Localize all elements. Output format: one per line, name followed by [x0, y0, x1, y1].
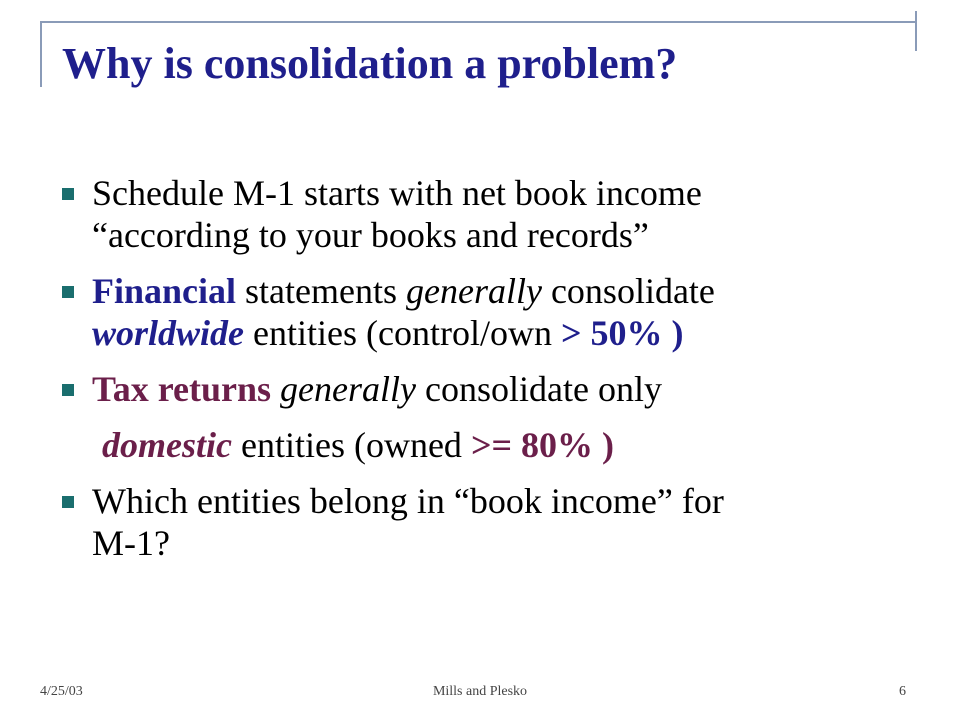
- square-bullet-icon: [62, 384, 74, 396]
- square-bullet-icon: [62, 188, 74, 200]
- bullet-text: entities (control/own: [244, 313, 561, 353]
- bullet-text: entities (owned: [231, 425, 471, 465]
- bullet-text-line: Schedule M-1 starts with net book income: [92, 173, 702, 213]
- domestic-term: domestic: [102, 425, 232, 465]
- emphasis-text: generally: [406, 271, 542, 311]
- square-bullet-icon: [62, 496, 74, 508]
- frame-right-line: [915, 11, 917, 51]
- worldwide-term: worldwide: [92, 313, 245, 353]
- bullet-text-line: M-1?: [92, 523, 170, 563]
- bullet-item-tax: [62, 368, 902, 410]
- tax-returns-term: Tax returns: [92, 369, 272, 409]
- threshold-text: >= 80% ): [470, 425, 614, 465]
- bullet-item-which-entities: [62, 480, 902, 564]
- slide-title: Why is consolidation a problem?: [62, 39, 678, 88]
- bullet-text: [271, 369, 280, 409]
- bullet-continuation-domestic: [62, 424, 902, 466]
- bullet-item-schedule: [62, 172, 902, 256]
- bullet-text-line: Which entities belong in “book income” for: [92, 481, 724, 521]
- bullet-text: consolidate: [541, 271, 715, 311]
- bullet-text: consolidate only: [416, 369, 662, 409]
- frame-top-line: [40, 21, 916, 23]
- financial-term: Financial: [92, 271, 237, 311]
- frame-left-line: [40, 21, 42, 87]
- footer-date: 4/25/03: [40, 684, 83, 699]
- bullet-item-financial: [62, 270, 902, 354]
- bullet-list: [62, 172, 902, 578]
- square-bullet-icon: [62, 286, 74, 298]
- emphasis-text: generally: [280, 369, 416, 409]
- bullet-text-line: “according to your books and records”: [92, 215, 649, 255]
- threshold-text: > 50% ): [560, 313, 684, 353]
- footer-author: Mills and Plesko: [432, 684, 528, 699]
- bullet-text: statements: [236, 271, 406, 311]
- footer-page-number: 6: [899, 684, 906, 699]
